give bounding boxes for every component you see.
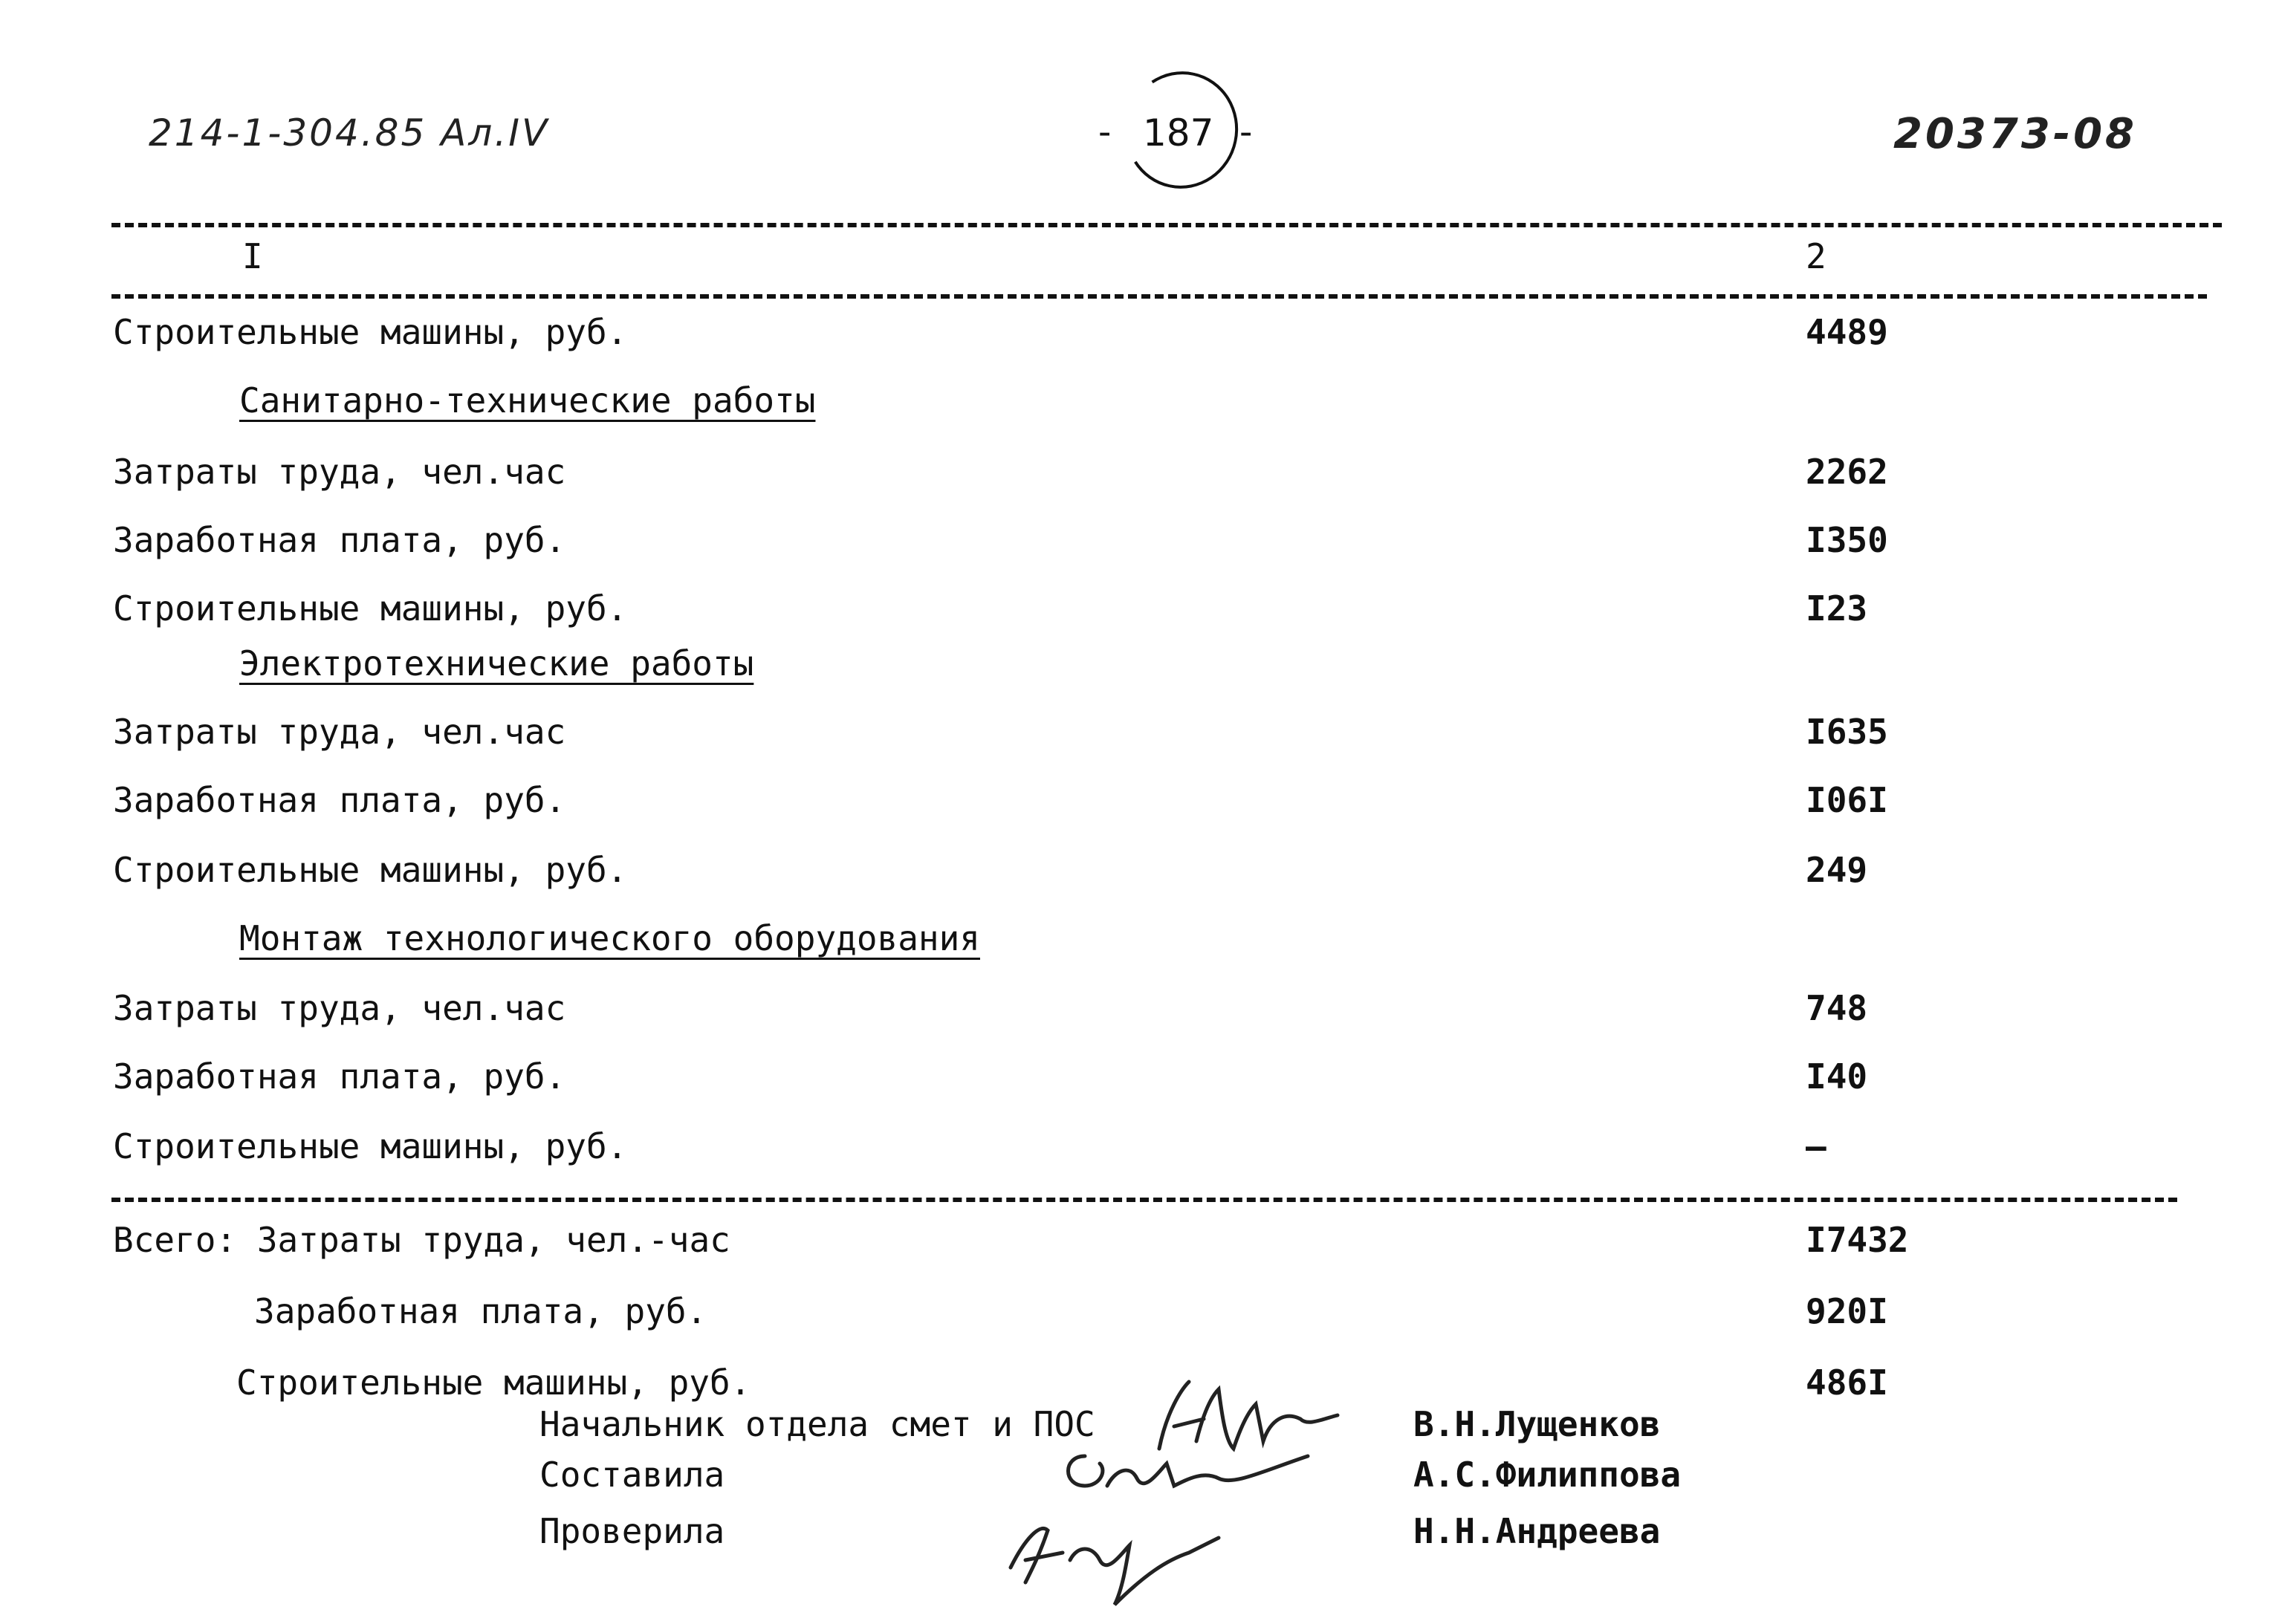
column-header-2: 2 — [1806, 236, 1826, 276]
signature-name: А.С.Филиппова — [1413, 1455, 1682, 1495]
row-label: Затраты труда, чел.час — [113, 712, 566, 752]
section-heading: Санитарно-технические работы — [239, 380, 816, 420]
header-rule — [111, 294, 2207, 299]
document-code: 214-1-304.85 Ал.IV — [149, 111, 550, 155]
signature-role: Проверила — [539, 1511, 725, 1551]
table-row — [113, 1056, 1971, 1101]
signature-name: В.Н.Лущенков — [1413, 1404, 1661, 1444]
section-heading: Электротехнические работы — [239, 643, 754, 683]
totals-value: 486I — [1806, 1362, 1888, 1403]
table-row — [113, 780, 1971, 825]
totals-label: Заработная плата, руб. — [254, 1291, 707, 1331]
row-label: Строительные машины, руб. — [113, 850, 628, 890]
row-label: Заработная плата, руб. — [113, 780, 566, 820]
row-label: Строительные машины, руб. — [113, 312, 628, 352]
row-value: I635 — [1806, 712, 1888, 752]
signature-role: Начальник отдела смет и ПОС — [539, 1404, 1095, 1444]
totals-rule — [111, 1198, 2177, 1202]
row-value: 748 — [1806, 988, 1868, 1028]
row-label: Затраты труда, чел.час — [113, 988, 566, 1028]
row-value: I23 — [1806, 588, 1868, 629]
archive-code: 20373-08 — [1893, 110, 2137, 158]
row-label: Заработная плата, руб. — [113, 520, 566, 560]
signature-role: Составила — [539, 1455, 725, 1495]
row-value: I350 — [1806, 520, 1888, 560]
page-number: 187 — [1143, 111, 1214, 155]
handwritten-signature — [1040, 1441, 1338, 1516]
totals-label: Строительные машины, руб. — [236, 1362, 751, 1403]
row-value: I40 — [1806, 1056, 1868, 1097]
table-row — [113, 312, 1971, 357]
totals-value: I7432 — [1806, 1220, 1909, 1260]
row-label: Строительные машины, руб. — [113, 1126, 628, 1166]
row-value: 2262 — [1806, 452, 1888, 492]
top-rule — [111, 223, 2222, 227]
totals-row — [113, 1220, 1971, 1264]
row-value: 4489 — [1806, 312, 1888, 352]
handwritten-signature — [996, 1508, 1263, 1612]
totals-row — [113, 1291, 1971, 1336]
table-row — [113, 712, 1971, 756]
totals-value: 920I — [1806, 1291, 1888, 1331]
row-value: – — [1806, 1126, 1826, 1166]
column-header-1: I — [242, 236, 263, 276]
table-row — [113, 988, 1971, 1033]
page-number-dash-left: - — [1098, 111, 1112, 153]
page-number-stamp — [1091, 68, 1269, 195]
table-row — [113, 588, 1971, 633]
row-value: 249 — [1806, 850, 1868, 890]
table-row — [113, 520, 1971, 565]
row-label: Затраты труда, чел.час — [113, 452, 566, 492]
table-row — [113, 850, 1971, 894]
totals-label: Всего: Затраты труда, чел.-час — [113, 1220, 730, 1260]
page-number-dash-right: - — [1239, 111, 1253, 153]
table-row — [113, 1126, 1971, 1171]
signature-name: Н.Н.Андреева — [1413, 1511, 1661, 1551]
row-label: Заработная плата, руб. — [113, 1056, 566, 1097]
table-row — [113, 452, 1971, 496]
section-heading: Монтаж технологического оборудования — [239, 918, 980, 958]
totals-row — [113, 1362, 1971, 1407]
row-value: I06I — [1806, 780, 1888, 820]
row-label: Строительные машины, руб. — [113, 588, 628, 629]
